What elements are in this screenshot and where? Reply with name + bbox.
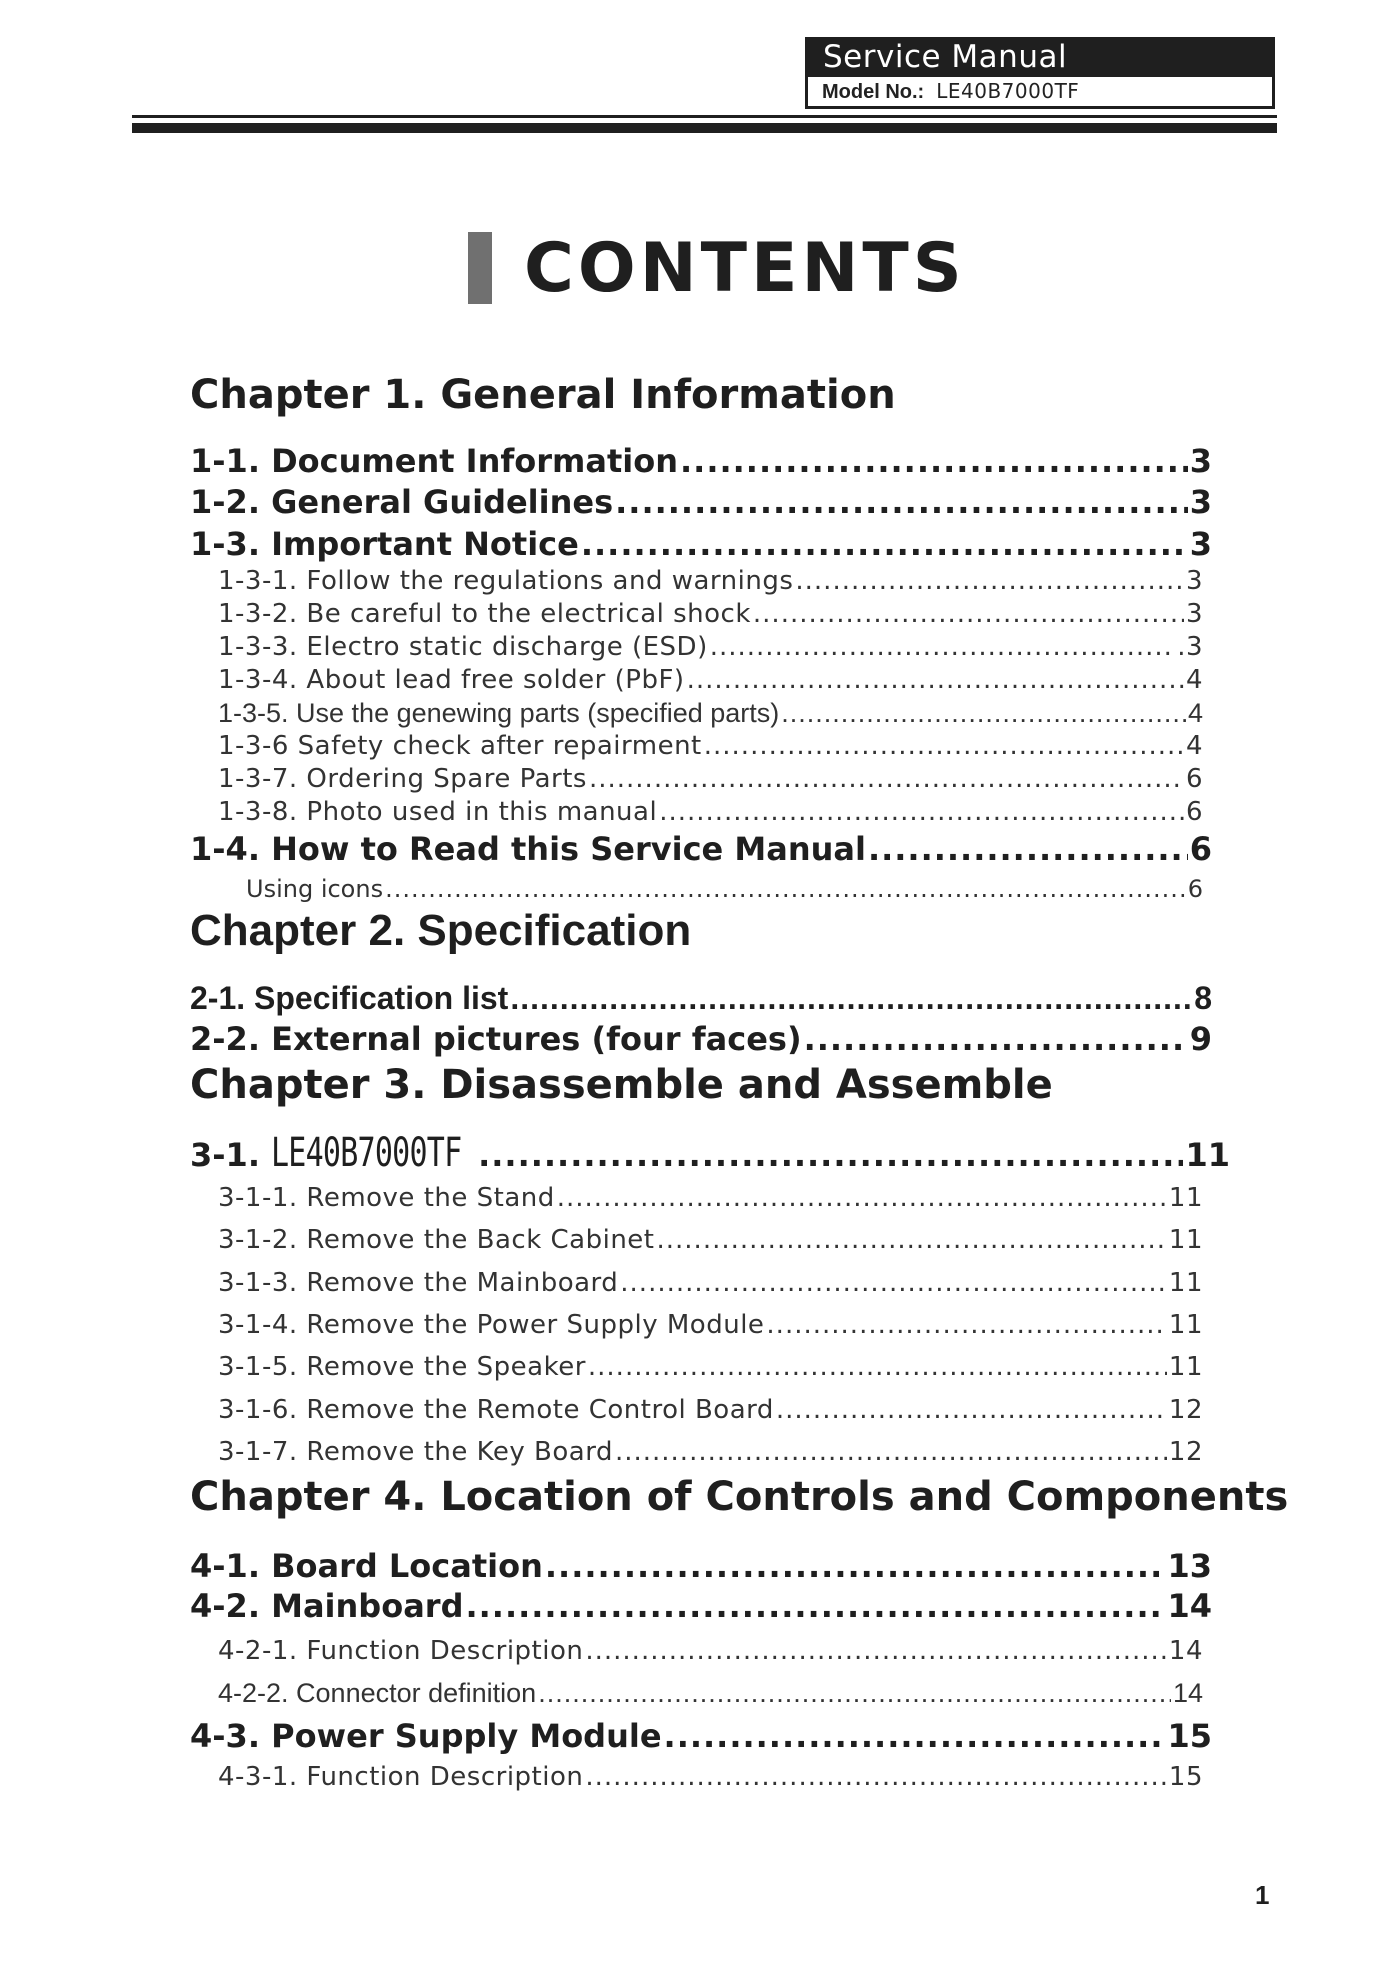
toc-page-number: 3 xyxy=(1185,566,1203,596)
chapter-1-heading: Chapter 1. General Information xyxy=(190,372,896,418)
chapter-4-heading: Chapter 4. Location of Controls and Components xyxy=(190,1474,1289,1520)
toc-entry-3-1-3[interactable] xyxy=(218,1268,1203,1298)
title-bar-decoration xyxy=(468,232,492,304)
toc-entry-title: 1-3-7. Ordering Spare Parts xyxy=(218,764,587,794)
toc-leader-dots xyxy=(704,731,1184,761)
toc-page-number: 4 xyxy=(1185,665,1203,695)
toc-leader-dots xyxy=(545,1547,1166,1585)
toc-entry-title: 3-1-1. Remove the Stand xyxy=(218,1183,555,1213)
toc-page-number: 11 xyxy=(1168,1183,1203,1213)
toc-entry-4-3[interactable] xyxy=(190,1717,1212,1755)
toc-entry-4-3-1[interactable] xyxy=(218,1762,1203,1792)
page-title-text: CONTENTS xyxy=(524,228,966,308)
toc-entry-3-1-5[interactable] xyxy=(218,1352,1203,1382)
toc-page-number: 11 xyxy=(1168,1225,1203,1255)
toc-page-number: 6 xyxy=(1187,875,1203,903)
toc-leader-dots xyxy=(510,980,1192,1017)
toc-entry-title: 1-3-6 Safety check after repairment xyxy=(218,731,702,761)
toc-leader-dots xyxy=(581,525,1188,563)
toc-leader-dots xyxy=(753,599,1184,629)
toc-entry-title: 1-3-3. Electro static discharge (ESD) xyxy=(218,632,708,662)
toc-entry-title: 3-1-5. Remove the Speaker xyxy=(218,1352,586,1382)
toc-entry-title: 1-3-5. Use the genewing parts (specified parts) xyxy=(218,698,780,728)
toc-entry-title: 3-1-3. Remove the Mainboard xyxy=(218,1268,619,1298)
toc-entry-1-2[interactable] xyxy=(190,483,1212,521)
toc-page-number: 13 xyxy=(1167,1547,1212,1585)
toc-leader-dots xyxy=(659,797,1184,827)
toc-entry-3-1-2[interactable] xyxy=(218,1225,1203,1255)
toc-page-number: 3 xyxy=(1185,599,1203,629)
toc-entry-title: 4-2-2. Connector definition xyxy=(218,1678,537,1708)
toc-page-number: 6 xyxy=(1189,830,1212,868)
toc-entry-2-2[interactable] xyxy=(190,1020,1212,1058)
toc-entry-1-3-3[interactable] xyxy=(218,632,1203,662)
toc-entry-title: 3-1-2. Remove the Back Cabinet xyxy=(218,1225,655,1255)
toc-page-number: 11 xyxy=(1168,1352,1203,1382)
toc-entry-using-icons[interactable] xyxy=(246,875,1203,903)
toc-page-number: 6 xyxy=(1185,764,1203,794)
header-rule-thick xyxy=(132,123,1277,133)
manual-title: Service Manual xyxy=(805,37,1275,77)
toc-page-number: 12 xyxy=(1168,1395,1203,1425)
toc-entry-title: 3-1-7. Remove the Key Board xyxy=(218,1437,613,1467)
toc-entry-model: LE40B7000TF xyxy=(271,1130,462,1176)
toc-leader-dots xyxy=(585,1762,1167,1792)
toc-entry-1-3-2[interactable] xyxy=(218,599,1203,629)
toc-entry-4-2-1[interactable] xyxy=(218,1636,1203,1666)
toc-entry-3-1-7[interactable] xyxy=(218,1437,1203,1467)
toc-entry-number: 3-1. xyxy=(190,1136,272,1174)
toc-entry-2-1[interactable] xyxy=(190,980,1212,1017)
toc-leader-dots xyxy=(615,1437,1167,1467)
chapter-3-heading: Chapter 3. Disassemble and Assemble xyxy=(190,1062,1053,1108)
toc-page-number: 4 xyxy=(1187,698,1203,728)
toc-leader-dots xyxy=(776,1395,1167,1425)
toc-entry-title: 1-3-2. Be careful to the electrical shock xyxy=(218,599,751,629)
toc-entry-title: 4-3-1. Function Description xyxy=(218,1762,584,1792)
toc-leader-dots xyxy=(680,442,1188,480)
toc-page-number: 15 xyxy=(1167,1717,1212,1755)
toc-entry-1-1[interactable] xyxy=(190,442,1212,480)
toc-leader-dots xyxy=(795,566,1184,596)
toc-page-number: 3 xyxy=(1189,483,1212,521)
toc-entry-3-1-4[interactable] xyxy=(218,1310,1203,1340)
toc-page-number: 11 xyxy=(1168,1310,1203,1340)
toc-leader-dots xyxy=(781,698,1186,729)
toc-leader-dots xyxy=(766,1310,1166,1340)
toc-entry-title: 3-1-4. Remove the Power Supply Module xyxy=(218,1310,765,1340)
toc-entry-1-4[interactable] xyxy=(190,830,1212,868)
toc-leader-dots xyxy=(710,632,1175,662)
toc-leader-dots xyxy=(804,1020,1188,1058)
toc-leader-dots xyxy=(664,1717,1166,1755)
toc-entry-4-2[interactable] xyxy=(190,1587,1212,1625)
toc-page-number: 15 xyxy=(1168,1762,1203,1792)
toc-entry-1-3-8[interactable] xyxy=(218,797,1203,827)
toc-entry-title: 1-2. General Guidelines xyxy=(190,483,614,521)
toc-entry-title: 4-3. Power Supply Module xyxy=(190,1717,662,1755)
toc-leader-dots xyxy=(588,1352,1167,1382)
toc-page-number: 9 xyxy=(1189,1020,1212,1058)
toc-entry-title: 2-2. External pictures (four faces) xyxy=(190,1020,802,1058)
toc-page-number: 3 xyxy=(1189,525,1212,563)
toc-leader-dots xyxy=(557,1183,1167,1213)
toc-page-number: 11 xyxy=(1168,1268,1203,1298)
toc-leader-dots xyxy=(687,665,1184,695)
toc-entry-1-3-5[interactable] xyxy=(218,698,1203,729)
toc-entry-title: 1-3-4. About lead free solder (PbF) xyxy=(218,665,685,695)
toc-entry-1-3-4[interactable] xyxy=(218,665,1203,695)
toc-page-number: 11 xyxy=(1185,1136,1230,1174)
toc-entry-title: Using icons xyxy=(246,875,384,903)
toc-page-number: 4 xyxy=(1185,731,1203,761)
toc-leader-dots xyxy=(868,830,1188,868)
toc-page-number: .3 xyxy=(1177,632,1203,662)
toc-entry-1-3-1[interactable] xyxy=(218,566,1203,596)
page-number: 1 xyxy=(1255,1880,1270,1910)
toc-page-number: 6 xyxy=(1185,797,1203,827)
toc-entry-title: 4-2-1. Function Description xyxy=(218,1636,584,1666)
toc-entry-1-3[interactable] xyxy=(190,525,1212,563)
toc-leader-dots xyxy=(385,875,1186,903)
toc-entry-title: 3-1-6. Remove the Remote Control Board xyxy=(218,1395,774,1425)
toc-entry-1-3-7[interactable] xyxy=(218,764,1203,794)
toc-entry-title: 4-1. Board Location xyxy=(190,1547,543,1585)
page-title xyxy=(468,228,966,308)
chapter-2-heading: Chapter 2. Specification xyxy=(190,906,692,955)
toc-entry-title: 4-2. Mainboard xyxy=(190,1587,464,1625)
toc-leader-dots xyxy=(657,1225,1167,1255)
toc-entry-title: 1-3-1. Follow the regulations and warnings xyxy=(218,566,794,596)
toc-leader-dots xyxy=(615,483,1188,521)
toc-page-number: 14 xyxy=(1172,1678,1203,1708)
toc-entry-4-1[interactable] xyxy=(190,1547,1212,1585)
toc-entry-title xyxy=(190,1130,476,1176)
toc-entry-3-1-6[interactable] xyxy=(218,1395,1203,1425)
toc-leader-dots xyxy=(620,1268,1167,1298)
toc-entry-title: 1-3. Important Notice xyxy=(190,525,579,563)
toc-entry-title: 2-1. Specification list xyxy=(190,980,509,1016)
toc-page-number: 14 xyxy=(1168,1636,1203,1666)
toc-leader-dots xyxy=(478,1136,1183,1174)
toc-leader-dots xyxy=(465,1587,1165,1625)
toc-entry-title: 1-4. How to Read this Service Manual xyxy=(190,830,866,868)
model-number-row xyxy=(805,77,1275,109)
header-box xyxy=(805,37,1275,109)
model-label: Model No.: xyxy=(822,81,925,103)
toc-entry-title: 1-1. Document Information xyxy=(190,442,679,480)
toc-entry-4-2-2[interactable] xyxy=(218,1678,1203,1709)
toc-page-number: 14 xyxy=(1167,1587,1212,1625)
model-value: LE40B7000TF xyxy=(936,79,1080,103)
toc-page-number: 3 xyxy=(1189,442,1212,480)
toc-leader-dots xyxy=(538,1678,1171,1709)
toc-page-number: 12 xyxy=(1168,1437,1203,1467)
toc-page-number: 8 xyxy=(1194,980,1212,1016)
toc-entry-1-3-6[interactable] xyxy=(218,731,1203,761)
toc-entry-3-1-1[interactable] xyxy=(218,1183,1203,1213)
header-rule-thin xyxy=(132,115,1277,118)
toc-entry-title: 1-3-8. Photo used in this manual xyxy=(218,797,658,827)
toc-leader-dots xyxy=(589,764,1184,794)
toc-leader-dots xyxy=(585,1636,1167,1666)
toc-entry-3-1[interactable] xyxy=(190,1130,1230,1176)
